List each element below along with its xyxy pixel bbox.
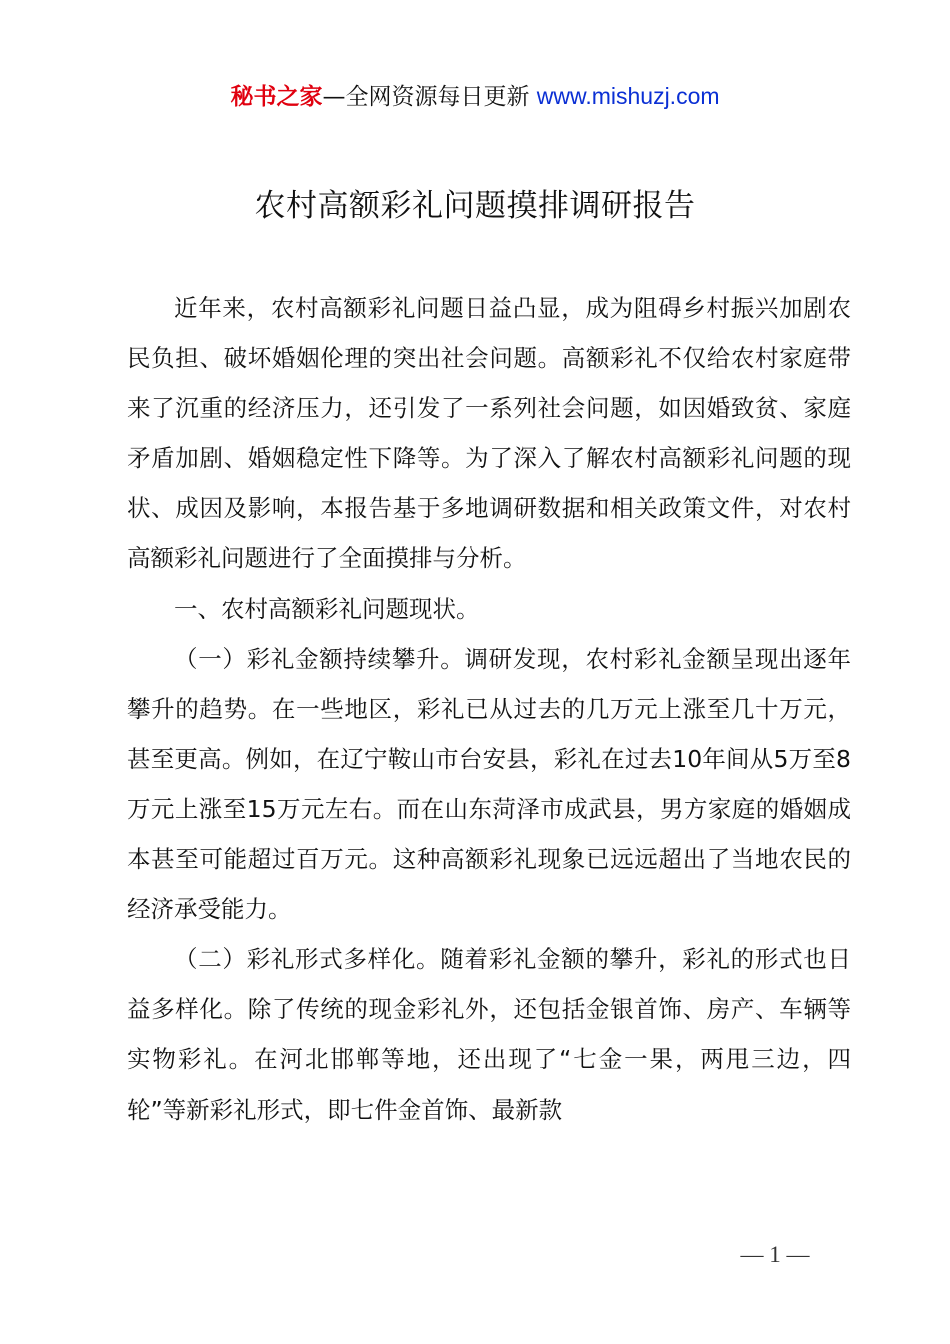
paragraph-amount-rising: （一）彩礼金额持续攀升。调研发现，农村彩礼金额呈现出逐年攀升的趋势。在一些地区，彩礼已从过去的几万元上涨至几十万元，甚至更高。例如，在辽宁鞍山市台安县，彩礼在过去10年间从5万至8万元上涨至15万元左右。而在山东菏泽市成武县，男方家庭的婚姻成本甚至可能超过百万元。这种高额彩礼现象已远远超出了当地农民的经济承受能力。	[127, 644, 851, 924]
header-tagline: —全网资源每日更新	[322, 84, 530, 110]
site-header-banner	[0, 80, 950, 113]
document-body	[127, 283, 851, 1135]
intro-paragraph: 近年来，农村高额彩礼问题日益凸显，成为阻碍乡村振兴加剧农民负担、破坏婚姻伦理的突出社会问题。高额彩礼不仅给农村家庭带来了沉重的经济压力，还引发了一系列社会问题，如因婚致贫、家庭矛盾加剧、婚姻稳定性下降等。为了深入了解农村高额彩礼问题的现状、成因及影响，本报告基于多地调研数据和相关政策文件，对农村高额彩礼问题进行了全面摸排与分析。	[127, 294, 851, 573]
brand-name: 秘书之家	[230, 84, 323, 110]
section-heading: 一、农村高额彩礼问题现状。	[174, 594, 480, 623]
site-url-link[interactable]: www.mishuzj.com	[536, 83, 720, 109]
document-title: 农村高额彩礼问题摸排调研报告	[254, 188, 696, 224]
paragraph-forms-diversified: （二）彩礼形式多样化。随着彩礼金额的攀升，彩礼的形式也日益多样化。除了传统的现金彩礼外，还包括金银首饰、房产、车辆等实物彩礼。在河北邯郸等地，还出现了“七金一果，两甩三边，四轮”等新彩礼形式，即七件金首饰、最新款	[127, 945, 851, 1124]
page-number: — 1 —	[740, 1242, 810, 1267]
